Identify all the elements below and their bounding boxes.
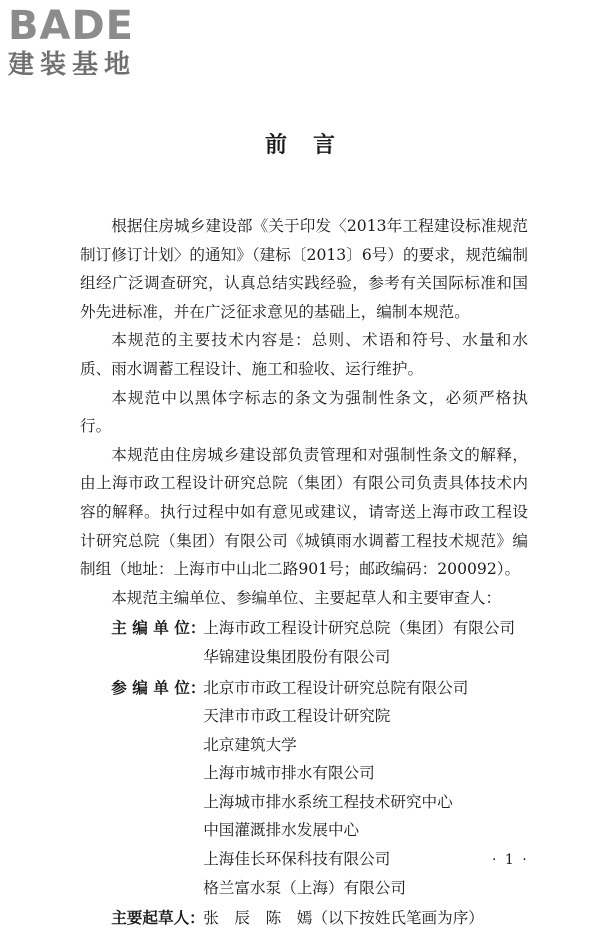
chief-editor-list xyxy=(203,614,528,671)
page-title: 前言 xyxy=(264,133,361,158)
participant-item: 格兰富水泵（上海）有限公司 xyxy=(203,878,406,897)
participant-label: 参 编 单 位： xyxy=(111,678,206,697)
participant-item: 北京市市政工程设计研究总院有限公司 xyxy=(203,678,469,697)
bade-logo xyxy=(8,4,178,82)
participant-item: 中国灌溉排水发展中心 xyxy=(203,821,360,840)
drafter-label: 主要起草人： xyxy=(111,909,205,928)
participant-item: 天津市市政工程设计研究院 xyxy=(203,707,391,726)
paragraph-basis: 根据住房城乡建设部《关于印发〈2013年工程建设标准规范制订修订计划〉的通知》（建标〔2013〕6号）的要求，规范编制组经广泛调查研究，认真总结实践经验，参考有关国际标准和国外先进标准，并在广泛征求意见的基础上，编制本规范。 xyxy=(80,217,528,321)
chief-editor-item: 上海市政工程设计研究总院（集团）有限公司 xyxy=(203,619,516,638)
participant-item: 上海市城市排水有限公司 xyxy=(203,764,375,783)
participant-list xyxy=(203,674,528,903)
chief-editor-item: 华锦建设集团股份有限公司 xyxy=(203,647,391,666)
paragraph-main-content: 本规范的主要技术内容是：总则、术语和符号、水量和水质、雨水调蓄工程设计、施工和验收、运行维护。 xyxy=(80,331,528,378)
logo-subtitle: 建装基地 xyxy=(8,50,137,80)
logo-wordmark: BADE xyxy=(8,3,134,49)
drafter-names: 张 辰 陈 嫣（以下按姓氏笔画为序） xyxy=(203,909,484,928)
paragraph-management: 本规范由住房城乡建设部负责管理和对强制性条文的解释，由上海市政工程设计研究总院（集团）有限公司负责具体技术内容的解释。执行过程中如有意见或建议，请寄送上海市政工程设计研究总院（集团）有限公司《城镇雨水调蓄工程技术规范》编制组（地址：上海市中山北二路901号；邮政编码：200092）。 xyxy=(80,445,528,579)
paragraph-units-intro: 本规范主编单位、参编单位、主要起草人和主要审查人： xyxy=(111,588,502,607)
document-body xyxy=(80,212,528,933)
drafter-list xyxy=(203,904,528,933)
chief-editor-section xyxy=(111,614,528,671)
participant-item: 上海城市排水系统工程技术研究中心 xyxy=(203,792,453,811)
participant-section xyxy=(111,674,528,903)
chief-editor-label: 主 编 单 位： xyxy=(111,619,206,638)
drafter-section xyxy=(111,904,528,933)
page-number: · 1 · xyxy=(492,852,529,868)
participant-item: 北京建筑大学 xyxy=(203,735,297,754)
participant-item: 上海佳长环保科技有限公司 xyxy=(203,850,391,869)
paragraph-mandatory: 本规范中以黑体字标志的条文为强制性条文，必须严格执行。 xyxy=(80,388,528,436)
